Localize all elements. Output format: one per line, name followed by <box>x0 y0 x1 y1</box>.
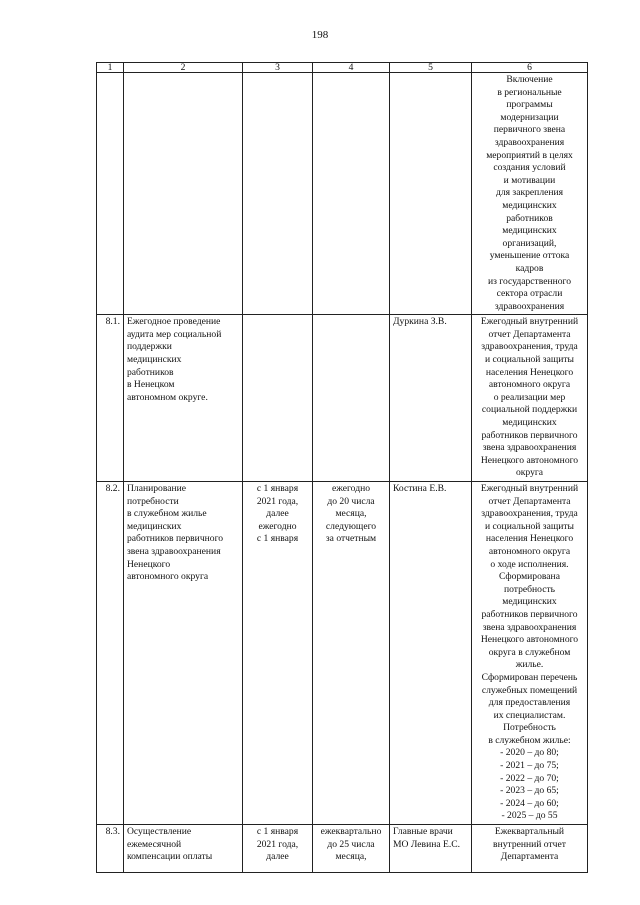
responsible-cell <box>390 73 472 315</box>
column-header: 2 <box>124 63 243 73</box>
row-number <box>97 73 124 315</box>
column-header: 4 <box>313 63 390 73</box>
measures-table <box>96 62 588 873</box>
responsible-cell: Костина Е.В. <box>390 482 472 825</box>
measure-cell: Осуществление ежемесячной компенсации оплаты <box>124 825 243 873</box>
measure-cell: Планирование потребности в служебном жилье медицинских работников первичного звена здравоохранения Ненецкого автономного округа <box>124 482 243 825</box>
column-header: 1 <box>97 63 124 73</box>
row-number: 8.3. <box>97 825 124 873</box>
period-cell <box>313 73 390 315</box>
result-cell: Ежеквартальный внутренний отчет Департамента <box>472 825 588 873</box>
start-date-cell <box>243 315 313 482</box>
responsible-cell: Главные врачи МО Левина Е.С. <box>390 825 472 873</box>
column-header: 3 <box>243 63 313 73</box>
column-header: 6 <box>472 63 588 73</box>
result-cell: Включение в региональные программы модернизации первичного звена здравоохранения мероприятий в целях создания условий и мотивации для закрепления медицинских работников медицинских организаций, уменьшение оттока кадров из государственного сектора отрасли здравоохранения <box>472 73 588 315</box>
measure-cell <box>124 73 243 315</box>
table-header-row <box>97 63 588 73</box>
table-row <box>97 315 588 482</box>
period-cell: ежеквартально до 25 числа месяца, <box>313 825 390 873</box>
start-date-cell: с 1 января 2021 года, далее <box>243 825 313 873</box>
table-row <box>97 482 588 825</box>
period-cell: ежегодно до 20 числа месяца, следующего за отчетным <box>313 482 390 825</box>
row-number: 8.1. <box>97 315 124 482</box>
result-cell: Ежегодный внутренний отчет Департамента здравоохранения, труда и социальной защиты населения Ненецкого автономного округа о ходе исполнения. Сформирована потребность медицинских работников первичного звена здравоохранения Ненецкого автономного округа в служебном жилье. Сформирован перечень служебных помещений для предоставления их специалистам. Потребность в служебном жилье: - 2020 – до 80; - 2021 – до 75; - 2022 – до 70; - 2023 – до 65; - 2024 – до 60; - 2025 – до 55 <box>472 482 588 825</box>
start-date-cell <box>243 73 313 315</box>
table-row <box>97 825 588 873</box>
row-number: 8.2. <box>97 482 124 825</box>
responsible-cell: Дуркина З.В. <box>390 315 472 482</box>
column-header: 5 <box>390 63 472 73</box>
page-number: 198 <box>311 29 329 41</box>
result-cell: Ежегодный внутренний отчет Департамента здравоохранения, труда и социальной защиты населения Ненецкого автономного округа о реализации мер социальной поддержки медицинских работников первичного звена здравоохранения Ненецкого автономного округа <box>472 315 588 482</box>
period-cell <box>313 315 390 482</box>
start-date-cell: с 1 января 2021 года, далее ежегодно с 1 января <box>243 482 313 825</box>
measure-cell: Ежегодное проведение аудита мер социальной поддержки медицинских работников в Ненецком автономном округе. <box>124 315 243 482</box>
table-row <box>97 73 588 315</box>
